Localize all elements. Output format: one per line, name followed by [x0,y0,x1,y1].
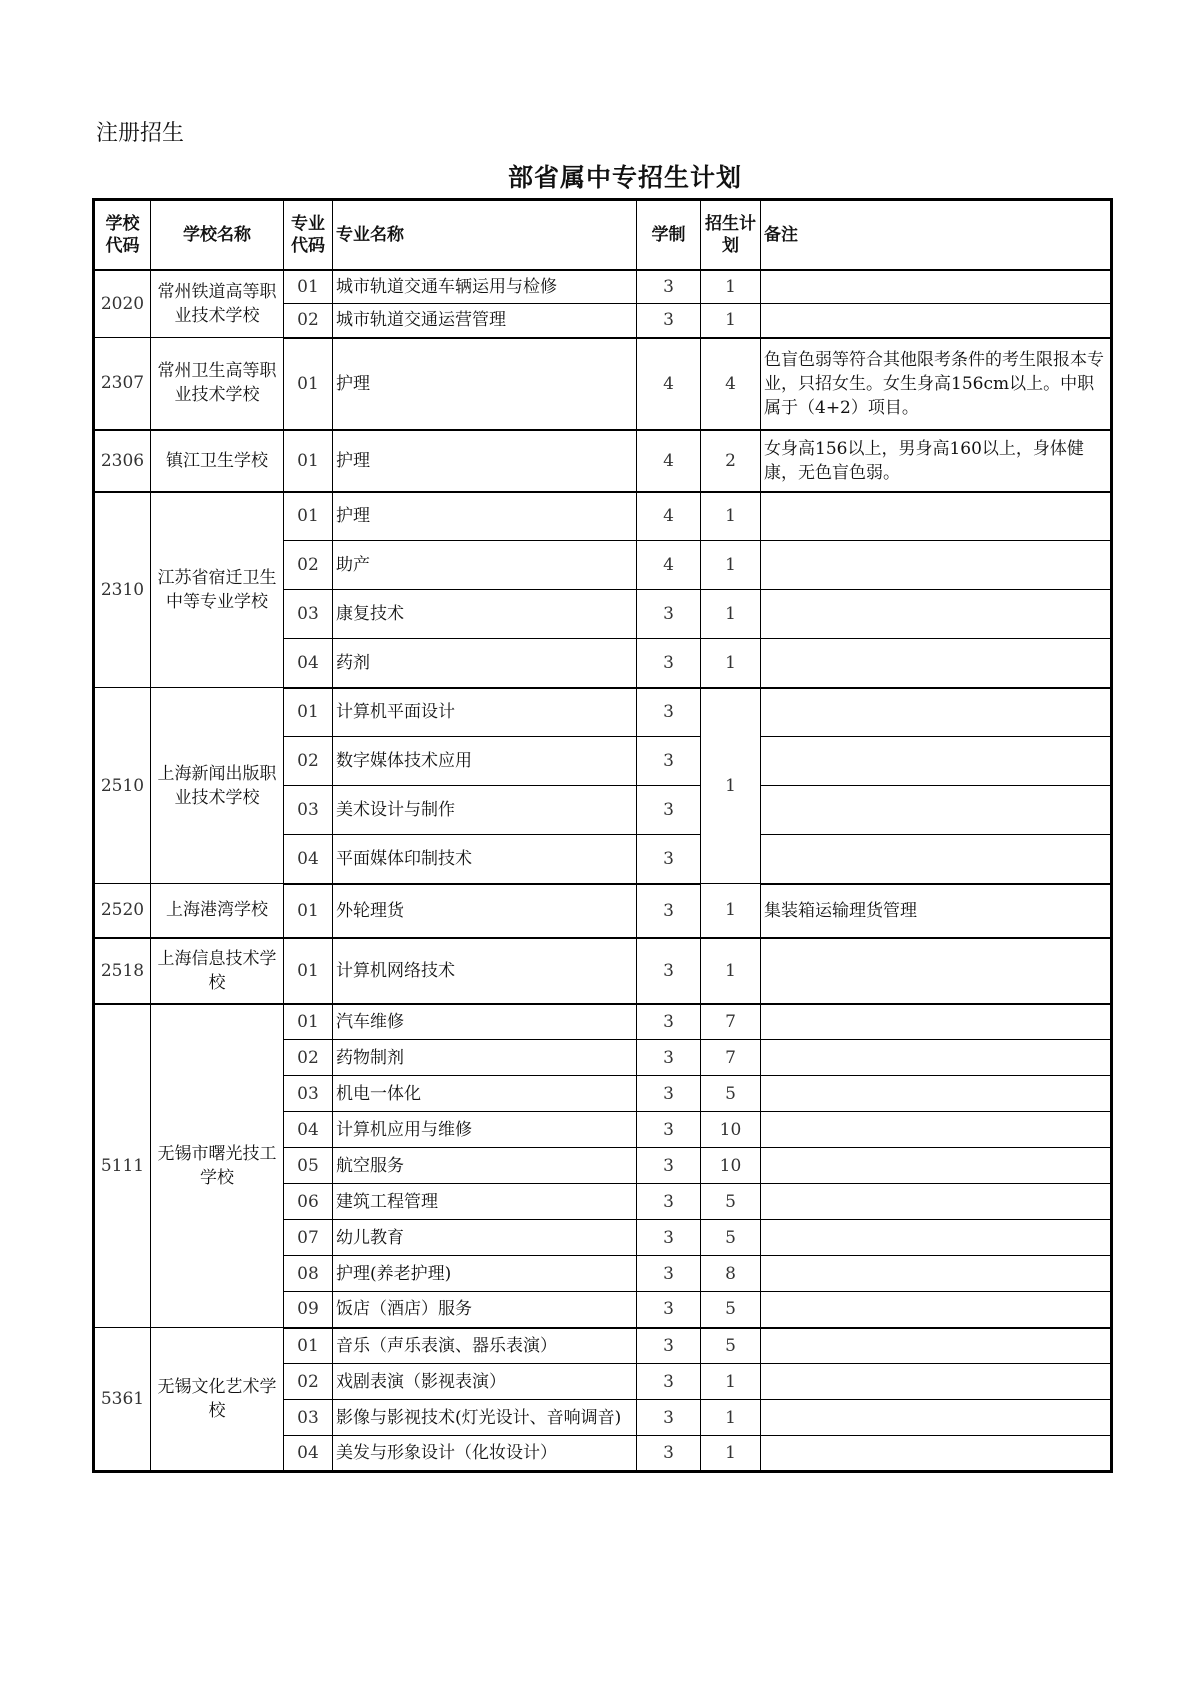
major-code: 01 [284,430,333,492]
major-code: 01 [284,688,333,737]
school-name: 上海港湾学校 [151,884,284,938]
major-name: 数字媒体技术应用 [333,737,637,786]
note [761,1400,1112,1436]
major-code: 03 [284,1076,333,1112]
school-name: 江苏省宿迁卫生中等专业学校 [151,492,284,688]
document-title: 部省属中专招生计划 [507,163,742,192]
school-name: 常州卫生高等职业技术学校 [151,338,284,430]
major-code: 04 [284,1112,333,1148]
duration: 4 [637,492,701,541]
enrollment-plan: 1 [701,590,761,639]
duration: 3 [637,1004,701,1040]
enrollment-plan: 10 [701,1148,761,1184]
major-code: 01 [284,884,333,938]
note [761,737,1112,786]
major-code: 02 [284,541,333,590]
major-code: 05 [284,1148,333,1184]
header-major-code: 专业代码 [284,200,333,270]
school-code: 2307 [94,338,151,430]
duration: 3 [637,1328,701,1364]
note: 女身高156以上，男身高160以上，身体健康，无色盲色弱。 [761,430,1112,492]
duration: 3 [637,786,701,835]
school-code: 2510 [94,688,151,884]
note [761,835,1112,884]
major-name: 药剂 [333,639,637,688]
enrollment-plan: 10 [701,1112,761,1148]
enrollment-plan: 1 [701,541,761,590]
school-code: 2310 [94,492,151,688]
note [761,1364,1112,1400]
major-name: 护理 [333,492,637,541]
duration: 3 [637,304,701,338]
note [761,1220,1112,1256]
duration: 3 [637,1184,701,1220]
school-name: 无锡市曙光技工学校 [151,1004,284,1328]
major-code: 04 [284,639,333,688]
school-name: 上海信息技术学校 [151,938,284,1004]
enrollment-plan: 5 [701,1328,761,1364]
school-name: 常州铁道高等职业技术学校 [151,270,284,338]
major-name: 影像与影视技术(灯光设计、音响调音) [333,1400,637,1436]
major-name: 音乐（声乐表演、器乐表演） [333,1328,637,1364]
enrollment-plan: 1 [701,270,761,304]
table-row [94,270,1112,304]
major-code: 04 [284,1436,333,1472]
note: 集装箱运输理货管理 [761,884,1112,938]
note [761,270,1112,304]
enrollment-plan: 2 [701,430,761,492]
header-duration: 学制 [637,200,701,270]
duration: 3 [637,938,701,1004]
duration: 3 [637,1076,701,1112]
note [761,1328,1112,1364]
major-name: 航空服务 [333,1148,637,1184]
major-code: 02 [284,1040,333,1076]
major-code: 01 [284,270,333,304]
major-name: 护理 [333,430,637,492]
table-header-row [94,200,1112,270]
major-code: 01 [284,492,333,541]
duration: 3 [637,270,701,304]
enrollment-plan: 1 [701,688,761,884]
enrollment-plan: 8 [701,1256,761,1292]
duration: 3 [637,639,701,688]
major-name: 外轮理货 [333,884,637,938]
school-name: 上海新闻出版职业技术学校 [151,688,284,884]
duration: 4 [637,430,701,492]
duration: 3 [637,1148,701,1184]
note [761,639,1112,688]
duration: 3 [637,1220,701,1256]
table-body [94,270,1112,1472]
enrollment-plan-table [92,198,1113,1473]
major-code: 08 [284,1256,333,1292]
header-major-name: 专业名称 [333,200,637,270]
duration: 3 [637,1292,701,1328]
major-name: 美发与形象设计（化妆设计） [333,1436,637,1472]
school-name: 镇江卫生学校 [151,430,284,492]
duration: 3 [637,1400,701,1436]
table-row [94,338,1112,430]
school-name: 无锡文化艺术学校 [151,1328,284,1472]
duration: 3 [637,1040,701,1076]
major-name: 计算机平面设计 [333,688,637,737]
section-label: 注册招生 [96,121,185,146]
major-name: 戏剧表演（影视表演） [333,1364,637,1400]
major-name: 平面媒体印制技术 [333,835,637,884]
major-code: 02 [284,304,333,338]
major-name: 汽车维修 [333,1004,637,1040]
table-row [94,938,1112,1004]
note [761,1076,1112,1112]
major-name: 护理 [333,338,637,430]
duration: 3 [637,1436,701,1472]
duration: 3 [637,884,701,938]
major-code: 03 [284,786,333,835]
school-code: 2520 [94,884,151,938]
major-code: 04 [284,835,333,884]
header-school-code: 学校代码 [94,200,151,270]
school-code: 5111 [94,1004,151,1328]
enrollment-plan: 1 [701,304,761,338]
major-name: 药物制剂 [333,1040,637,1076]
table-row [94,492,1112,541]
major-code: 09 [284,1292,333,1328]
enrollment-plan: 5 [701,1076,761,1112]
major-name: 康复技术 [333,590,637,639]
major-code: 07 [284,1220,333,1256]
note [761,1436,1112,1472]
major-code: 01 [284,1328,333,1364]
major-name: 饭店（酒店）服务 [333,1292,637,1328]
enrollment-plan: 1 [701,1400,761,1436]
major-name: 计算机网络技术 [333,938,637,1004]
note [761,688,1112,737]
major-code: 06 [284,1184,333,1220]
duration: 3 [637,688,701,737]
duration: 3 [637,590,701,639]
note [761,1040,1112,1076]
duration: 3 [637,1112,701,1148]
note [761,1292,1112,1328]
note [761,786,1112,835]
major-name: 机电一体化 [333,1076,637,1112]
major-name: 建筑工程管理 [333,1184,637,1220]
school-code: 2020 [94,270,151,338]
table-row [94,1328,1112,1364]
enrollment-plan: 1 [701,1364,761,1400]
major-code: 02 [284,737,333,786]
enrollment-plan: 7 [701,1004,761,1040]
major-name: 城市轨道交通车辆运用与检修 [333,270,637,304]
major-name: 幼儿教育 [333,1220,637,1256]
enrollment-plan: 1 [701,938,761,1004]
table-row [94,1004,1112,1040]
table-row [94,688,1112,737]
enrollment-plan: 1 [701,1436,761,1472]
note [761,938,1112,1004]
major-code: 01 [284,338,333,430]
major-code: 03 [284,1400,333,1436]
school-code: 5361 [94,1328,151,1472]
duration: 3 [637,835,701,884]
duration: 4 [637,541,701,590]
major-name: 护理(养老护理) [333,1256,637,1292]
enrollment-plan: 5 [701,1220,761,1256]
table-row [94,430,1112,492]
header-plan: 招生计划 [701,200,761,270]
major-name: 计算机应用与维修 [333,1112,637,1148]
enrollment-plan: 4 [701,338,761,430]
note [761,541,1112,590]
note [761,590,1112,639]
table-row [94,884,1112,938]
enrollment-plan: 1 [701,492,761,541]
header-note: 备注 [761,200,1112,270]
enrollment-plan: 1 [701,639,761,688]
note: 色盲色弱等符合其他限考条件的考生限报本专业，只招女生。女生身高156cm以上。中职属于（4+2）项目。 [761,338,1112,430]
duration: 3 [637,1364,701,1400]
major-name: 助产 [333,541,637,590]
major-name: 美术设计与制作 [333,786,637,835]
note [761,1004,1112,1040]
note [761,1256,1112,1292]
note [761,1148,1112,1184]
major-code: 01 [284,938,333,1004]
duration: 4 [637,338,701,430]
enrollment-plan: 7 [701,1040,761,1076]
enrollment-plan: 1 [701,884,761,938]
school-code: 2518 [94,938,151,1004]
note [761,1112,1112,1148]
major-code: 01 [284,1004,333,1040]
enrollment-plan: 5 [701,1292,761,1328]
duration: 3 [637,1256,701,1292]
enrollment-plan: 5 [701,1184,761,1220]
school-code: 2306 [94,430,151,492]
major-code: 02 [284,1364,333,1400]
duration: 3 [637,737,701,786]
header-school-name: 学校名称 [151,200,284,270]
note [761,304,1112,338]
note [761,492,1112,541]
major-name: 城市轨道交通运营管理 [333,304,637,338]
note [761,1184,1112,1220]
major-code: 03 [284,590,333,639]
